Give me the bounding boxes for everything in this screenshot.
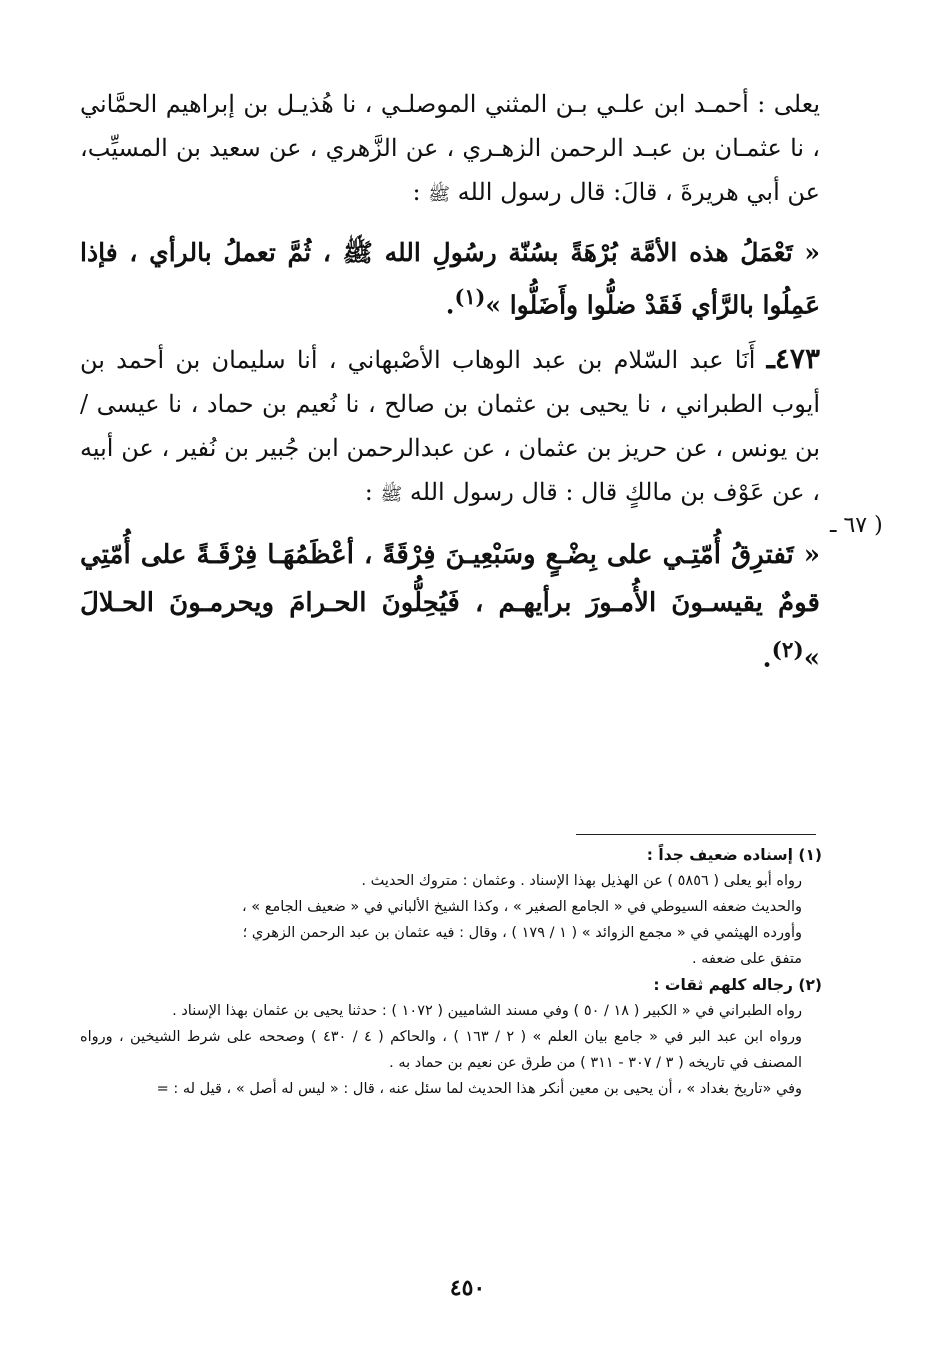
footnote-ref-1: (١) bbox=[454, 284, 486, 309]
hadith-text-1 bbox=[80, 231, 820, 327]
isnad-text-1: يعلى : أحمـد ابن علـي بـن المثني الموصلـي ، نا هُذيـل بن إبراهيم الحمَّاني ، نا عثمـان بن عبـد الرحمن الزهـري ، عن الزَّهري ، عن سعيد بن المسيِّب، عن أبي هريرةَ ، قالَ: قال رسول الله bbox=[80, 90, 820, 206]
footnote-1-line: والحديث ضعفه السيوطي في « الجامع الصغير » ، وكذا الشيخ الألباني في « ضعيف الجامع » ، bbox=[241, 899, 802, 915]
isnad-end-1: : bbox=[412, 178, 429, 206]
footnote-2-line: وفي «تاريخ بغداد » ، أن يحيى بن معين أنكر هذا الحديث لما سئل عنه ، قال : « ليس له أصل » ، قيل له : = bbox=[156, 1081, 802, 1097]
isnad-text-2: أَنَا عبد السّلام بن عبد الوهاب الأصْبهاني ، أنا سليمان بن أحمد بن أيوب الطبراني ، نا يحيى بن عثمان بن صالح ، نا نُعيم بن حماد ، نا عيسى / بن يونس ، عن حريز بن عثمان ، عن عبدالرحمن ابن جُبير بن نُفير ، عن أبيه ، عن عَوْف بن مالكٍ قال : قال رسول الله bbox=[80, 346, 820, 507]
hadith-1-end: . bbox=[445, 290, 455, 320]
footnote-divider bbox=[576, 834, 816, 835]
hadith-2-content: « تَفترِقُ أُمّتِـي على بِضْـعٍ وسَبْعِيـنَ فِرْقَةً ، أعْظَمُهَـا فِرْقَـةً على أُمّتِي قومٌ يقيسـونَ الأُمـورَ برأيهـم ، فَيُحِلُّونَ الحـرامَ ويحرمـونَ الحـلالَ » bbox=[80, 540, 820, 674]
manuscript-page-marker: ( ٦٧ ـ bbox=[830, 513, 883, 538]
hadith-1-content: « تَعْمَلُ هذه الأمَّة بُرْهَةً بسُنّة رسُولِ الله ﷺ ، ثُمَّ تعملُ بالرأي ، فإذا عَمِلُوا بالرَّأي فَقَدْ ضلُّوا وأَضَلُّوا » bbox=[80, 238, 820, 320]
isnad-paragraph-2 bbox=[80, 337, 820, 517]
footnote-2-heading: (٢) رجاله كلهم ثقات : bbox=[653, 976, 822, 994]
footnote-1-heading: (١) إسناده ضعيف جداً : bbox=[646, 846, 822, 864]
entry-number: ٤٧٣ـ bbox=[766, 342, 820, 376]
salla-symbol-2: ﷺ bbox=[380, 484, 403, 506]
footnote-ref-2: (٢) bbox=[771, 638, 804, 664]
footnote-1-line: وأورده الهيثمي في « مجمع الزوائد » ( ١ / ١٧٩ ) ، وقال : فيه عثمان بن عبد الرحمن الزهري ؛ bbox=[242, 925, 802, 941]
hadith-2-end: . bbox=[762, 643, 772, 674]
hadith-text-2 bbox=[80, 531, 820, 683]
main-text bbox=[80, 82, 820, 683]
footnote-1-line: رواه أبو يعلى ( ٥٨٥٦ ) عن الهذيل بهذا الإسناد . وعثمان : متروك الحديث . bbox=[361, 873, 802, 889]
page-number: ٤٥٠ bbox=[449, 1275, 486, 1301]
salla-symbol: ﷺ bbox=[428, 184, 451, 205]
footnotes bbox=[80, 842, 822, 1102]
isnad-paragraph-1 bbox=[80, 82, 820, 217]
footnote-2-line: ورواه ابن عبد البر في « جامع بيان العلم » ( ٢ / ١٦٣ ) ، والحاكم ( ٤ / ٤٣٠ ) وصححه على شرط الشيخين ، ورواه المصنف في تاريخه ( ٣ / ٣٠٧ - ٣١١ ) من طرق عن نعيم بن حماد به . bbox=[80, 1029, 802, 1071]
footnote-1-line: متفق على ضعفه . bbox=[692, 951, 802, 967]
isnad-end-2: : bbox=[364, 478, 381, 507]
footnote-2-line: رواه الطبراني في « الكبير ( ١٨ / ٥٠ ) وفي مسند الشاميين ( ١٠٧٢ ) : حدثنا يحيى بن عثمان بهذا الإسناد . bbox=[172, 1003, 802, 1019]
